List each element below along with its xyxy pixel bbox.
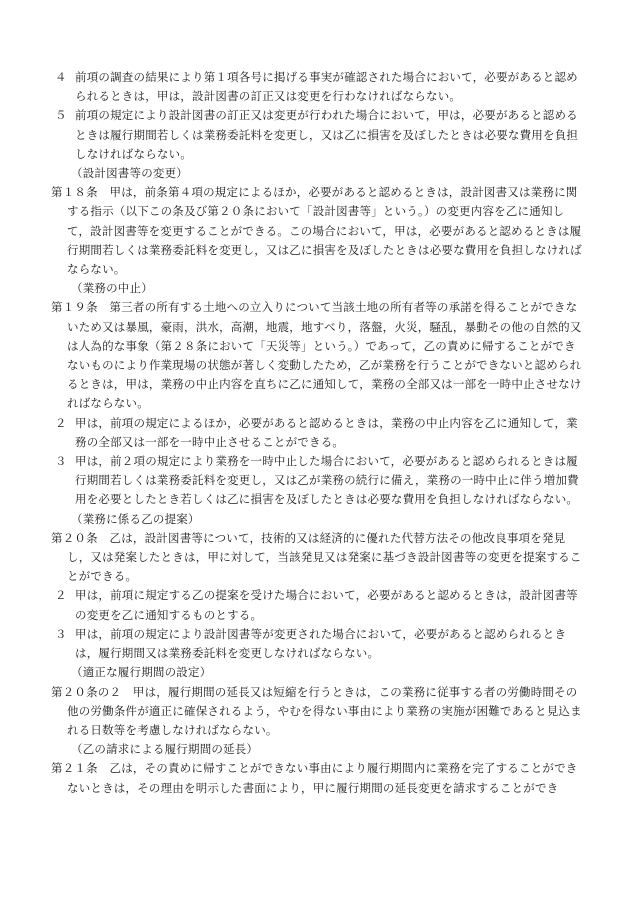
article-caption: （適正な履行期間の設定）	[71, 665, 212, 680]
article-caption: （業務に係る乙の提案）	[71, 511, 200, 526]
item-text: 甲は，前項の規定によるほか，必要があると認めるときは，業務の中止内容を乙に通知して，業務の全部又は一部を一時中止させることができる。	[75, 415, 578, 449]
paragraph-20-3	[51, 625, 583, 663]
item-number: ５	[55, 108, 67, 123]
paragraph-20-2	[51, 586, 583, 624]
item-number: ４	[55, 70, 67, 84]
paragraph-17-4	[51, 68, 583, 106]
article-19: 第１９条 第三者の所有する土地への立入りについて当該土地の所有者等の承諾を得ることができないため又は暴風，豪雨，洪水，高潮，地震，地すべり，落盤，火災，騒乱，暴動その他の自然的又は人為的な事象（第２８条において「天災等」という。）であって，乙の責めに帰することができないものにより作業現場の状態が著しく変動したため，乙が業務を行うことができないと認められるときは，甲は，業務の中止内容を直ちに乙に通知して，業務の全部又は一部を一時中止させなければならない。	[51, 300, 582, 411]
item-text: 甲は，前２項の規定により業務を一時中止した場合において，必要があると認められるときは履行期間若しくは業務委託料を変更し，又は乙が業務の続行に備え，業務の一時中止に伴う増加費用を必要としたとき若しくは乙に損害を及ぼしたときは必要な費用を負担しなければならない。	[75, 454, 579, 507]
item-number: ３	[55, 454, 67, 469]
item-number: ２	[55, 588, 67, 603]
paragraph-17-5	[51, 106, 583, 164]
article-caption: （設計図書等の変更）	[71, 166, 188, 181]
article-21: 第２１条 乙は，その責めに帰すことができない事由により履行期間内に業務を完了することができないときは，その理由を明示した書面により，甲に履行期間の延長変更を請求することができ	[51, 761, 578, 795]
item-number: ２	[55, 415, 67, 430]
item-text: 甲は，前項に規定する乙の提案を受けた場合において，必要があると認めるときは，設計図書等の変更を乙に通知するものとする。	[75, 588, 578, 622]
item-number: ３	[55, 626, 67, 641]
paragraph-19-3	[51, 452, 583, 510]
document-body	[51, 68, 583, 798]
article-18: 第１８条 甲は，前条第４項の規定によるほか，必要があると認めるときは，設計図書又は業務に関する指示（以下この条及び第２０条において「設計図書等」という。）の変更内容を乙に通知して，設計図書等を変更することができる。この場合において，甲は，必要があると認めるときは履行期間若しくは業務委託料を変更し，又は乙に損害を及ぼしたときは必要な費用を負担しなければならない。	[51, 185, 582, 277]
paragraph-19-2	[51, 414, 583, 452]
item-text: 前項の調査の結果により第１項各号に掲げる事実が確認された場合において，必要があると認められるときは，甲は，設計図書の訂正又は変更を行わなければならない。	[75, 70, 578, 104]
article-20-2: 第２０条の２ 甲は，履行期間の延長又は短縮を行うときは，この業務に従事する者の労働時間その他の労働条件が適正に確保されるよう，やむを得ない事由により業務の実施が困難であると見込まれる日数等を考慮しなければならない。	[51, 684, 582, 737]
article-20: 第２０条 乙は，設計図書等について，技術的又は経済的に優れた代替方法その他改良事項を発見し，又は発案したときは，甲に対して，当該発見又は発案に基づき設計図書等の変更を提案することができる。	[51, 530, 582, 584]
item-text: 前項の規定により設計図書の訂正又は変更が行われた場合において，甲は，必要があると認めるときは履行期間若しくは業務委託料を変更し，又は乙に損害を及ぼしたときは必要な費用を負担しなければならない。	[75, 108, 579, 161]
article-caption: （業務の中止）	[71, 281, 153, 296]
item-text: 甲は，前項の規定により設計図書等が変更された場合において，必要があると認められるときは，履行期間又は業務委託料を変更しなければならない。	[75, 626, 567, 661]
article-caption: （乙の請求による履行期間の延長）	[71, 742, 259, 757]
